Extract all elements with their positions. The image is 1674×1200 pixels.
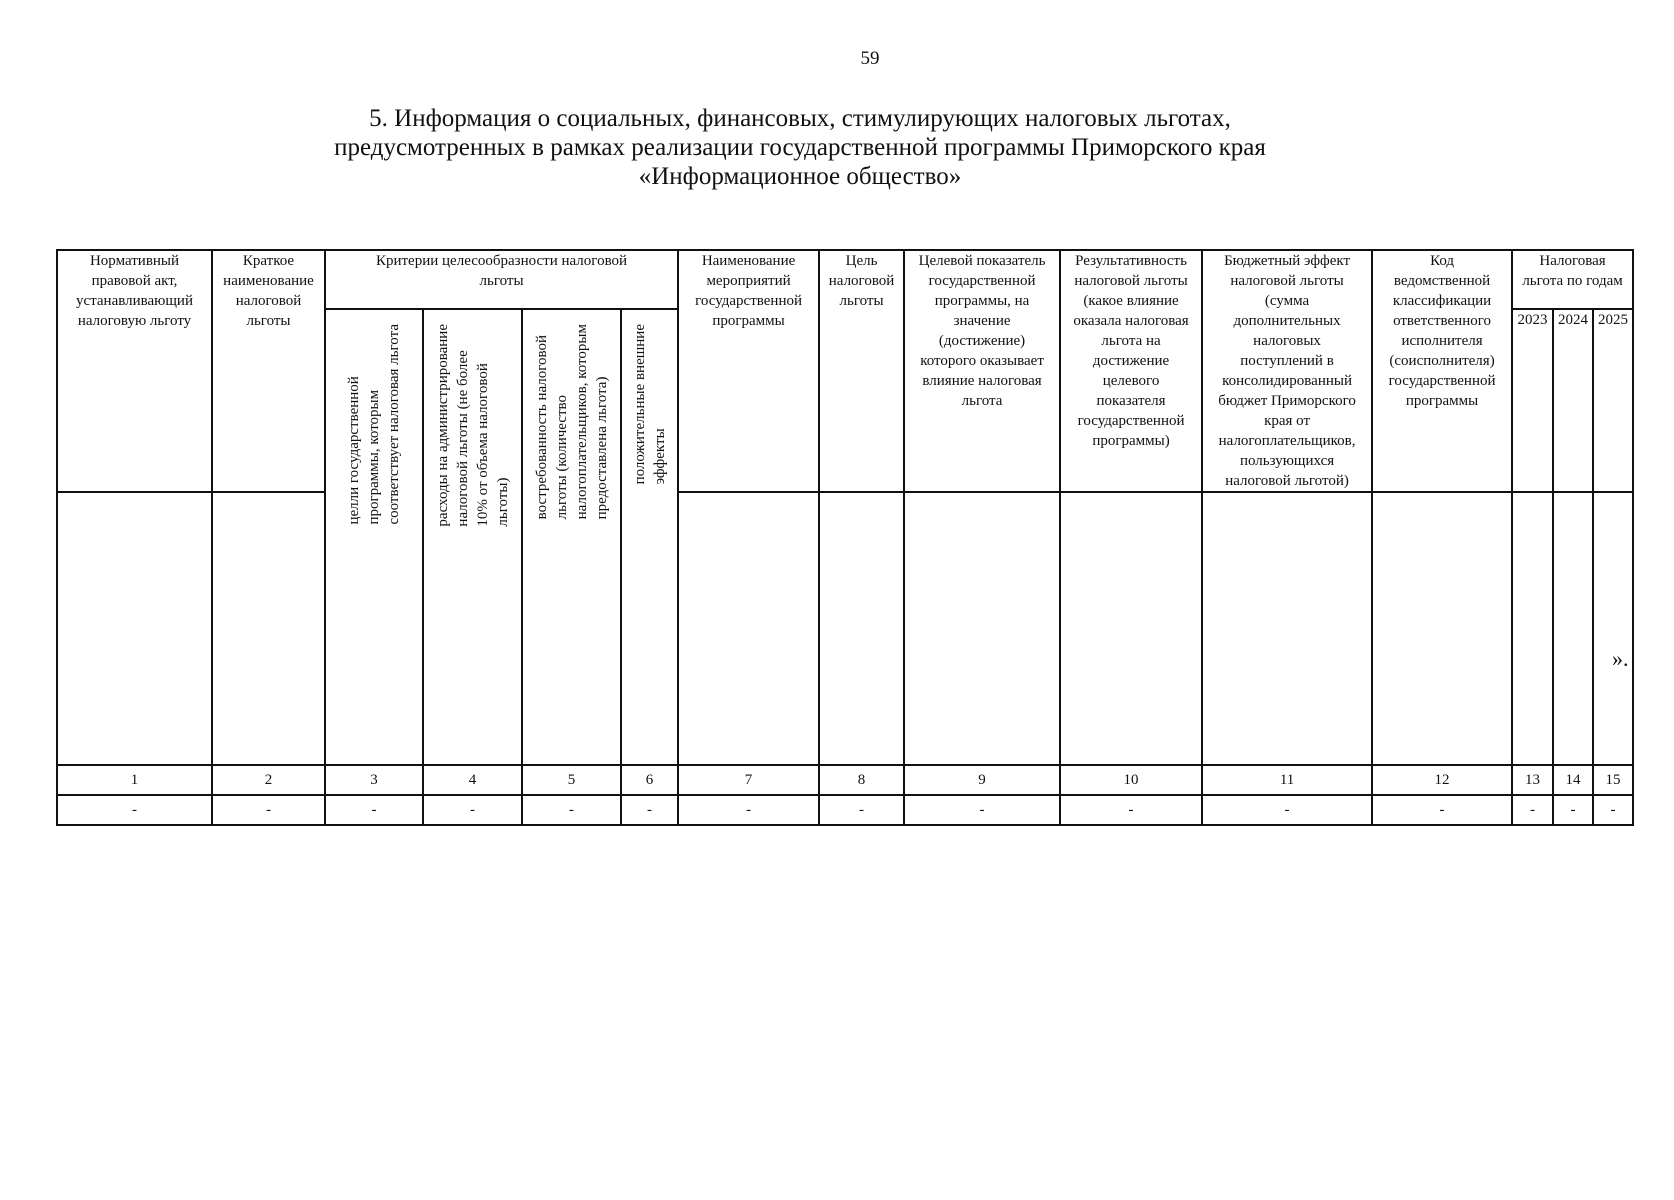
header-effectiveness: Результативность налоговой льготы (какое влияние оказала налоговая льгота на достижение целевого показателя государственной программы) — [1060, 250, 1202, 492]
column-number-row — [57, 765, 1633, 795]
table-cell: - — [522, 795, 621, 825]
header-criteria-group: Критерии целесообразности налоговой льготы — [325, 250, 678, 309]
table-cell: - — [621, 795, 678, 825]
header-year-2024-spacer — [1553, 492, 1593, 765]
table-cell: - — [57, 795, 212, 825]
table-cell: - — [819, 795, 904, 825]
table-cell: - — [325, 795, 423, 825]
header-year-2025: 2025 — [1593, 309, 1633, 492]
table-cell: - — [1512, 795, 1553, 825]
table-cell: - — [1060, 795, 1202, 825]
header-year-2024: 2024 — [1553, 309, 1593, 492]
page-number: 59 — [860, 48, 880, 69]
column-number: 14 — [1553, 765, 1593, 795]
header-legal-act: Нормативный правовой акт, устанавливающий налоговую льготу — [57, 250, 212, 492]
header-c12-spacer — [1372, 492, 1512, 765]
header-benefit-goal: Цель налоговой льготы — [819, 250, 904, 492]
column-number: 7 — [678, 765, 819, 795]
table-cell: - — [904, 795, 1060, 825]
column-number: 11 — [1202, 765, 1372, 795]
header-c9-spacer — [904, 492, 1060, 765]
closing-quote-mark: ». — [1612, 646, 1629, 671]
document-title — [300, 104, 1300, 191]
table-cell: - — [1593, 795, 1633, 825]
tax-benefits-table — [56, 249, 1634, 826]
column-number: 5 — [522, 765, 621, 795]
column-number: 3 — [325, 765, 423, 795]
table-cell: - — [1202, 795, 1372, 825]
header-criteria-external-effects: положительные внешние эффекты — [621, 309, 678, 765]
header-program-activities: Наименование мероприятий государственной программы — [678, 250, 819, 492]
table-cell: - — [1372, 795, 1512, 825]
column-number: 6 — [621, 765, 678, 795]
header-c1-spacer — [57, 492, 212, 765]
table-cell: - — [678, 795, 819, 825]
header-target-indicator: Целевой показатель государственной программы, на значение (достижение) которого оказывает влияние налоговая льгота — [904, 250, 1060, 492]
header-criteria-admin-costs: расходы на администрирование налоговой льготы (не более 10% от объема налоговой льготы) — [423, 309, 522, 765]
column-number: 4 — [423, 765, 522, 795]
header-classification-code: Код ведомственной классификации ответственного исполнителя (соисполнителя) государственной программы — [1372, 250, 1512, 492]
table-row — [57, 795, 1633, 825]
table-cell: - — [423, 795, 522, 825]
column-number: 10 — [1060, 765, 1202, 795]
header-c11-spacer — [1202, 492, 1372, 765]
title-line-1: 5. Информация о социальных, финансовых, стимулирующих налоговых льготах, — [369, 105, 1231, 132]
header-short-name: Краткое наименование налоговой льготы — [212, 250, 325, 492]
header-criteria-program-goals: целли государственной программы, которым соответствует налоговая льгота — [325, 309, 423, 765]
column-number: 15 — [1593, 765, 1633, 795]
title-line-2: предусмотренных в рамках реализации государственной программы Приморского края — [334, 134, 1266, 161]
column-number: 2 — [212, 765, 325, 795]
header-c10-spacer — [1060, 492, 1202, 765]
header-year-2023: 2023 — [1512, 309, 1553, 492]
header-c2-spacer — [212, 492, 325, 765]
header-c7-spacer — [678, 492, 819, 765]
header-year-2025-spacer — [1593, 492, 1633, 765]
column-number: 12 — [1372, 765, 1512, 795]
column-number: 8 — [819, 765, 904, 795]
column-number: 13 — [1512, 765, 1553, 795]
table-cell: - — [1553, 795, 1593, 825]
table-cell: - — [212, 795, 325, 825]
column-number: 1 — [57, 765, 212, 795]
header-c8-spacer — [819, 492, 904, 765]
header-years-group: Налоговая льгота по годам — [1512, 250, 1633, 309]
header-criteria-demand: востребованность налоговой льготы (количество налогоплательщиков, которым предоставлена льгота) — [522, 309, 621, 765]
column-number: 9 — [904, 765, 1060, 795]
title-line-3: «Информационное общество» — [638, 163, 962, 190]
header-year-2023-spacer — [1512, 492, 1553, 765]
header-budget-effect: Бюджетный эффект налоговой льготы (сумма дополнительных налоговых поступлений в консолидированный бюджет Приморского края от налогоплательщиков, пользующихся налоговой льготой) — [1202, 250, 1372, 492]
